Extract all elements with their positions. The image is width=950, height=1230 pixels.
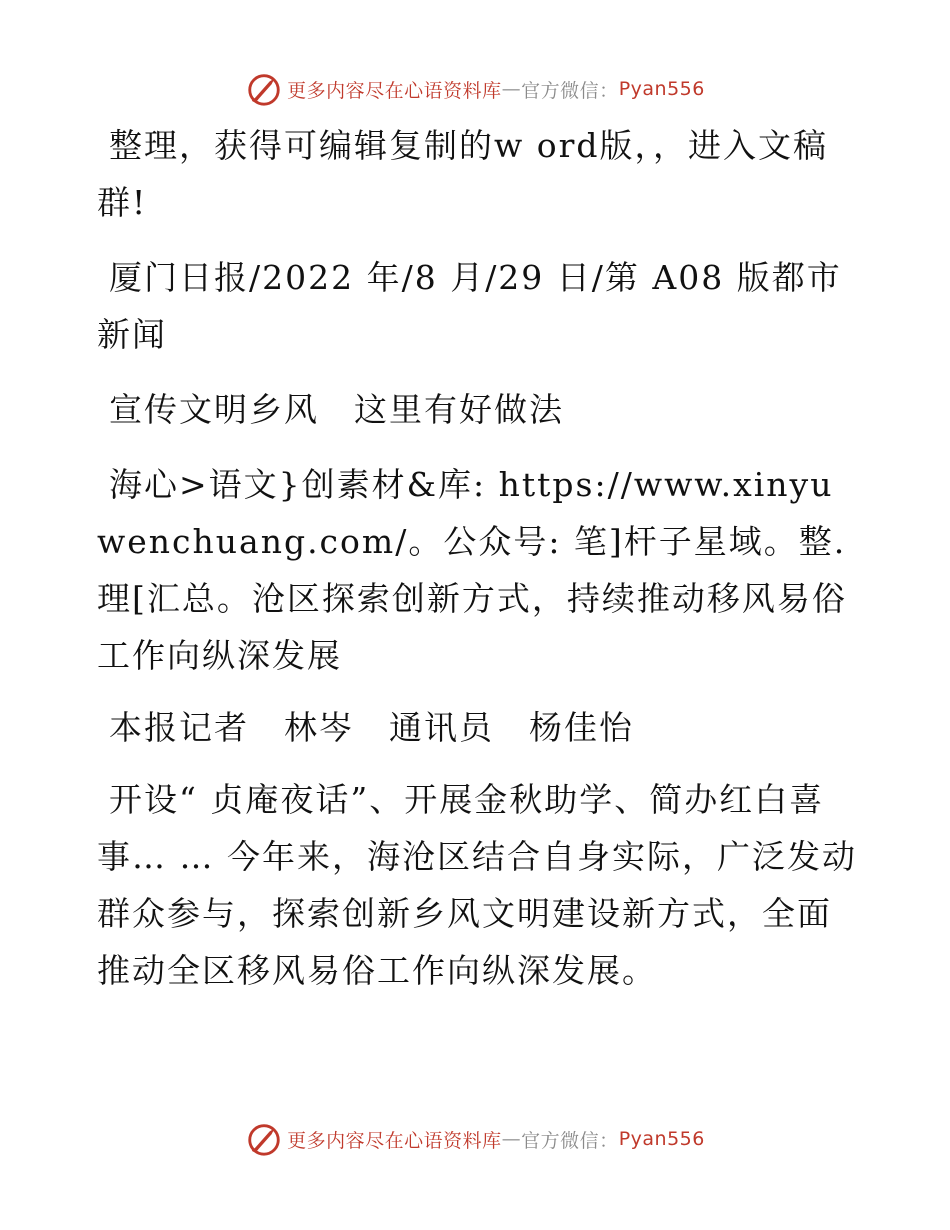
header-watermark xyxy=(0,70,950,108)
watermark-account: Pyan556 xyxy=(618,1128,705,1150)
article-title: 宣传文明乡风 这里有好做法 xyxy=(109,390,564,429)
paragraph-intro: 整理，获得可编辑复制的w ord版，，进入文稿群! xyxy=(97,126,829,222)
paragraph-body: 开设“ 贞庵夜话”、开展金秋助学、简办红白喜事… … 今年来，海沧区结合自身实际，广泛发动群众参与，探索创新乡风文明建设新方式，全面推动全区移风易俗工作向纵深发展。 xyxy=(97,780,857,990)
paragraph-subtitle: 海心>语文}创素材&库: https://www.xinyuwenchuang.com/。公众号: 笔]杆子星域。整.理[汇总。沧区探索创新方式，持续推动移风易俗工作向纵深发展 xyxy=(97,465,847,675)
paragraph-source: 厦门日报/2022 年/8 月/29 日/第 A08 版都市新闻 xyxy=(97,258,842,354)
watermark-main-text: 更多内容尽在心语资料库 xyxy=(287,1129,502,1152)
paragraph-byline: 本报记者 林岑 通讯员 杨佳怡 xyxy=(109,708,634,747)
watermark-separator: — xyxy=(501,1128,522,1150)
watermark-label: 官方微信： xyxy=(521,1129,619,1152)
footer-watermark xyxy=(0,1120,950,1158)
document-body xyxy=(97,117,857,999)
brush-pen-logo-icon xyxy=(245,70,283,108)
watermark-separator: — xyxy=(501,78,522,100)
watermark-main-text: 更多内容尽在心语资料库 xyxy=(287,79,502,102)
watermark-account: Pyan556 xyxy=(618,78,705,100)
brush-pen-logo-icon xyxy=(245,1120,283,1158)
watermark-label: 官方微信： xyxy=(521,79,619,102)
